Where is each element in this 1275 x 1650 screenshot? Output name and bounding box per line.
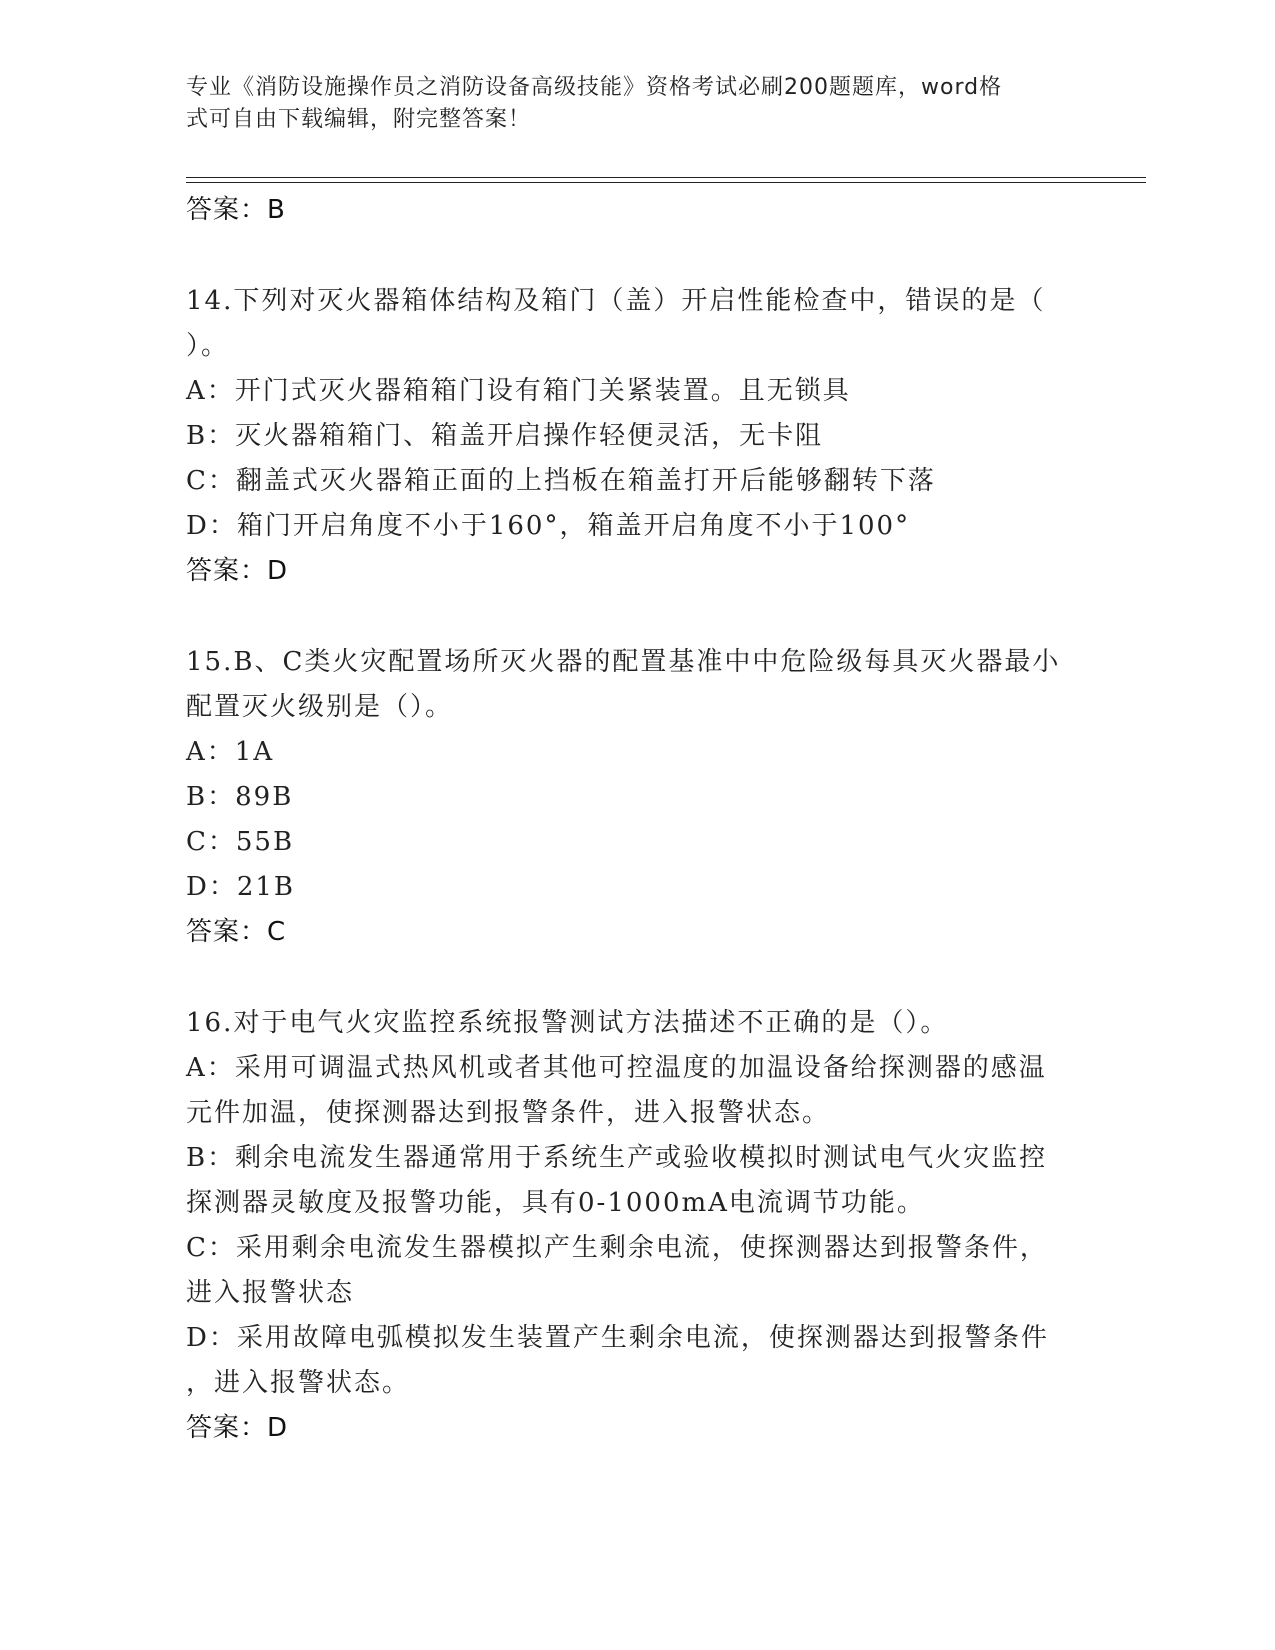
option-d: D：箱门开启角度不小于160°，箱盖开启角度不小于100° <box>186 511 911 541</box>
question-stem-line: 16.对于电气火灾监控系统报警测试方法描述不正确的是（）。 <box>186 1008 949 1038</box>
answer-label: 答案：C <box>186 917 287 947</box>
question-block-16 <box>186 1001 1086 1451</box>
option-d: D：21B <box>186 872 296 902</box>
option-a: A：1A <box>186 737 275 767</box>
option-a: A：采用可调温式热风机或者其他可控温度的加温设备给探测器的感温 <box>186 1053 1047 1083</box>
question-stem-line: 15.B、C类火灾配置场所灭火器的配置基准中中危险级每具灭火器最小 <box>186 647 1061 677</box>
option-c: C：翻盖式灭火器箱正面的上挡板在箱盖打开后能够翻转下落 <box>186 466 936 496</box>
question-block-14 <box>186 279 1086 594</box>
option-c-continued: 进入报警状态 <box>186 1278 355 1308</box>
header-line-2: 式可自由下载编辑，附完整答案！ <box>186 107 532 132</box>
option-a-continued: 元件加温，使探测器达到报警条件，进入报警状态。 <box>186 1098 831 1128</box>
header-divider-bottom <box>186 182 1146 183</box>
option-b: B：89B <box>186 782 294 812</box>
document-header <box>186 72 1066 136</box>
option-a: A：开门式灭火器箱箱门设有箱门关紧装置。且无锁具 <box>186 376 851 406</box>
option-b-continued: 探测器灵敏度及报警功能，具有0-1000mA电流调节功能。 <box>186 1188 925 1218</box>
spacer <box>186 233 1086 279</box>
option-d-continued: ，进入报警状态。 <box>186 1368 411 1398</box>
answer-label: 答案：D <box>186 1413 289 1443</box>
question-content <box>186 188 1086 1451</box>
question-block-15 <box>186 640 1086 955</box>
option-d: D：采用故障电弧模拟发生装置产生剩余电流，使探测器达到报警条件 <box>186 1323 1049 1353</box>
spacer <box>186 594 1086 640</box>
spacer <box>186 955 1086 1001</box>
question-stem-line: ）。 <box>186 331 230 361</box>
header-line-1: 专业《消防设施操作员之消防设备高级技能》资格考试必刷200题题库，word格 <box>186 75 1003 100</box>
option-c: C：55B <box>186 827 295 857</box>
question-stem-line: 配置灭火级别是（）。 <box>186 692 454 722</box>
option-b: B：剩余电流发生器通常用于系统生产或验收模拟时测试电气火灾监控 <box>186 1143 1048 1173</box>
option-b: B：灭火器箱箱门、箱盖开启操作轻便灵活，无卡阻 <box>186 421 824 451</box>
question-stem-line: 14.下列对灭火器箱体结构及箱门（盖）开启性能检查中，错误的是（ <box>186 286 1046 316</box>
option-c: C：采用剩余电流发生器模拟产生剩余电流，使探测器达到报警条件， <box>186 1233 1048 1263</box>
header-divider-top <box>186 177 1146 178</box>
answer-label: 答案：D <box>186 556 289 586</box>
previous-answer: 答案：B <box>186 195 286 225</box>
